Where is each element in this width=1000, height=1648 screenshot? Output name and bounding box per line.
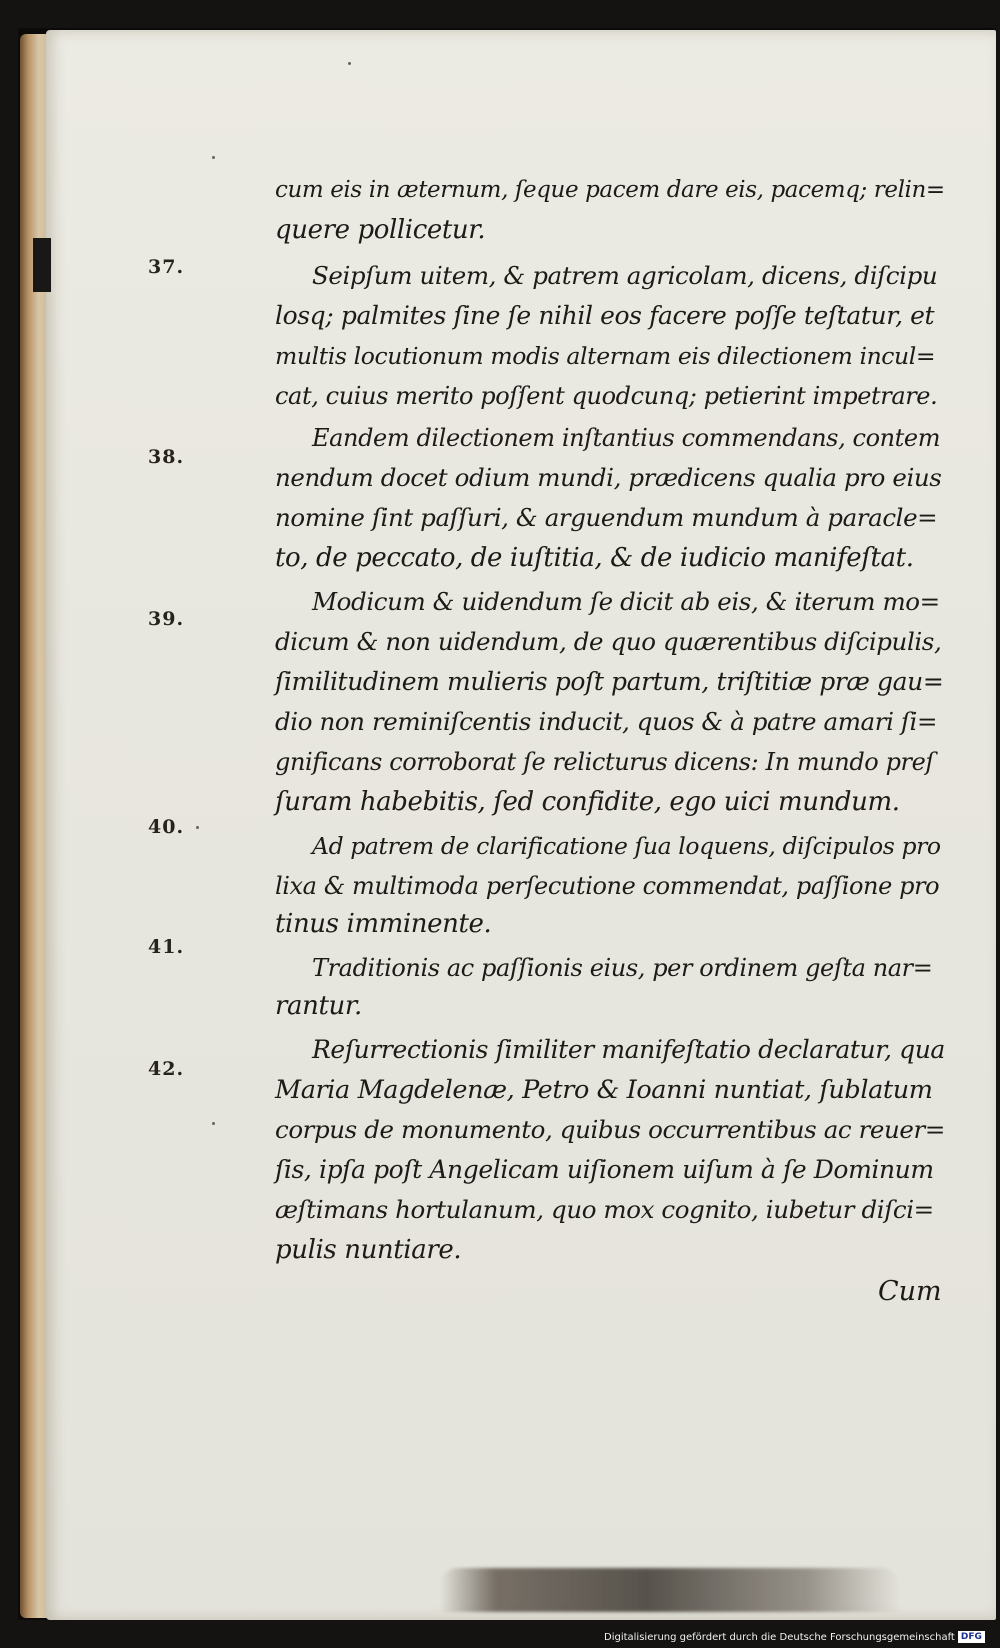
dfg-badge: DFG <box>958 1631 985 1643</box>
text-line: rantur. <box>275 991 362 1021</box>
text-line: quere pollicetur. <box>275 215 486 245</box>
footer-text: Digitalisierung gefördert durch die Deutsche Forschungsgemeinschaft <box>604 1632 955 1643</box>
text-line: ſuram habebitis, ſed confidite, ego uici mundum. <box>275 787 900 817</box>
digitization-footer <box>604 1630 996 1646</box>
text-line: tinus imminente. <box>275 909 492 939</box>
text-line: Reſurrectionis ſimiliter manifeſtatio declaratur, qua <box>312 1035 945 1064</box>
text-line: Traditionis ac paſſionis eius, per ordinem geſta nar= <box>312 954 933 982</box>
margin-number: 40. <box>148 816 185 838</box>
margin-number: 42. <box>148 1058 185 1080</box>
text-line: pulis nuntiare. <box>275 1235 462 1265</box>
text-line: Eandem dilectionem inſtantius commendans, contem <box>312 424 941 452</box>
text-line: nendum docet odium mundi, prædicens qualia pro eius <box>275 463 942 492</box>
text-line: lixa & multimoda perſecutione commendat, paſſione pro <box>275 872 940 900</box>
margin-number: 41. <box>148 936 185 958</box>
text-line: to, de peccato, de iuſtitia, & de iudicio manifeſtat. <box>275 543 914 573</box>
text-line: Seipſum uitem, & patrem agricolam, dicens, diſcipu <box>312 261 938 290</box>
text-line: Ad patrem de clarificatione ſua loquens, diſcipulos pro <box>312 832 941 860</box>
text-line: cat, cuius merito poſſent quodcunq; petierint impetrare. <box>275 382 938 410</box>
text-line: Maria Magdelenæ, Petro & Ioanni nuntiat, ſublatum <box>275 1075 933 1105</box>
text-line: dio non reminiſcentis inducit, quos & à patre amari ſi= <box>275 707 938 736</box>
text-line: corpus de monumento, quibus occurrentibus ac reuer= <box>275 1115 945 1144</box>
text-line: multis locutionum modis alternam eis dilectionem incul= <box>275 342 936 370</box>
text-line: ſimilitudinem mulieris poſt partum, triſtitiæ præ gau= <box>275 667 944 696</box>
text-line: Modicum & uidendum ſe dicit ab eis, & iterum mo= <box>312 587 940 616</box>
catchword: Cum <box>878 1276 942 1307</box>
text-line: ſis, ipſa poſt Angelicam uiſionem uiſum à ſe Dominum <box>275 1155 934 1184</box>
text-line: dicum & non uidendum, de quo quærentibus diſcipulis, <box>275 627 942 656</box>
text-line: nomine ſint paſſuri, & arguendum mundum à paracle= <box>275 503 938 532</box>
text-line: cum eis in æternum, ſeque pacem dare eis, pacemq; relin= <box>275 177 945 203</box>
text-line: gnificans corroborat ſe relicturus dicens: In mundo preſ <box>275 748 934 776</box>
margin-number: 39. <box>148 608 185 630</box>
text-line: losq; palmites ſine ſe nihil eos facere poſſe teſtatur, et <box>275 301 935 330</box>
margin-number: 37. <box>148 256 185 278</box>
text-line: æſtimans hortulanum, quo mox cognito, iubetur diſci= <box>275 1195 934 1224</box>
margin-number: 38. <box>148 446 185 468</box>
